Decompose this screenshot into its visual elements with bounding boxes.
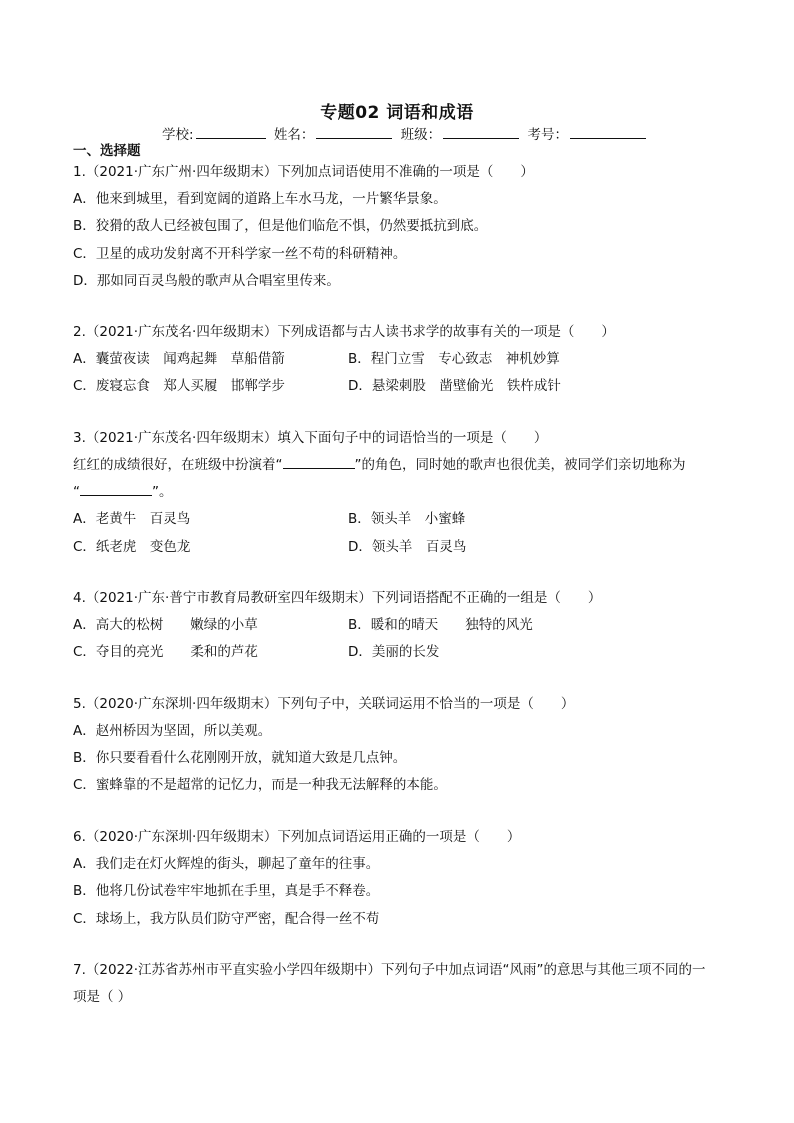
question-3-option-c: C．纸老虎 变色龙 [73, 539, 191, 555]
question-1-option-d: D．那如同百灵鸟般的歌声从合唱室里传来。 [73, 273, 340, 289]
class-label: 班级： [400, 127, 442, 143]
name-blank [316, 126, 392, 139]
question-3-option-b: B．领头羊 小蜜蜂 [348, 511, 466, 527]
question-3-option-a: A．老黄牛 百灵鸟 [73, 511, 191, 527]
question-5-option-a: A．赵州桥因为坚固，所以美观。 [73, 723, 272, 739]
class-blank [443, 126, 519, 139]
question-5-option-b: B．你只要看看什么花刚刚开放，就知道大致是几点钟。 [73, 750, 407, 766]
question-2-option-b: B．程门立雪 专心致志 神机妙算 [348, 351, 560, 367]
school-label: 学校: [162, 127, 194, 143]
question-1-option-a: A．他来到城里，看到宽阔的道路上车水马龙，一片繁华景象。 [73, 191, 447, 207]
question-6-stem: 6.（2020·广东深圳·四年级期末）下列加点词语运用正确的一项是（ ） [73, 829, 521, 845]
question-3-blank-2 [80, 483, 152, 496]
section-heading: 一、选择题 [73, 143, 141, 159]
question-4-option-a: A．高大的松树 嫩绿的小草 [73, 617, 258, 633]
question-1-option-c: C．卫星的成功发射离不开科学家一丝不苟的科研精神。 [73, 246, 407, 262]
question-1-option-b: B．狡猾的敌人已经被包围了，但是他们临危不惧，仍然要抵抗到底。 [73, 218, 488, 234]
question-7-stem-line1: 7.（2022·江苏省苏州市平直实验小学四年级期中）下列句子中加点词语“风雨”的意思与其他三项不同的一 [73, 962, 706, 978]
question-6-option-b: B．他将几份试卷牢牢地抓在手里，真是手不释卷。 [73, 883, 380, 899]
exam-no-label: 考号： [527, 127, 568, 143]
question-3-text-line2 [73, 480, 173, 500]
question-4-option-d: D．美丽的长发 [348, 644, 440, 660]
question-4-option-b: B．暖和的晴天 独特的风光 [348, 617, 533, 633]
question-3-blank-1 [283, 456, 355, 469]
question-4-option-c: C．夺目的亮光 柔和的芦花 [73, 644, 258, 660]
question-3-text-a: 红红的成绩很好，在班级中扮演着“ [73, 457, 283, 473]
question-2-option-a: A．囊萤夜读 闻鸡起舞 草船借箭 [73, 351, 285, 367]
page-title: 专题02 词语和成语 [320, 103, 474, 123]
question-2-stem: 2.（2021·广东茂名·四年级期末）下列成语都与古人读书求学的故事有关的一项是（ ） [73, 324, 615, 340]
question-5-option-c: C．蜜蜂靠的不是超常的记忆力，而是一种我无法解释的本能。 [73, 777, 447, 793]
question-3-text-line1 [73, 453, 686, 473]
question-2-option-c: C．废寝忘食 郑人买履 邯郸学步 [73, 378, 285, 394]
question-5-stem: 5.（2020·广东深圳·四年级期末）下列句子中，关联词运用不恰当的一项是（ ） [73, 696, 575, 712]
student-info-fields [162, 123, 650, 143]
question-2-option-d: D．悬梁刺股 凿壁偷光 铁杵成针 [348, 378, 561, 394]
question-1-stem: 1.（2021·广东广州·四年级期末）下列加点词语使用不准确的一项是（ ） [73, 164, 534, 180]
question-3-text-b: ”的角色，同时她的歌声也很优美，被同学们亲切地称为 [354, 457, 686, 473]
question-6-option-c: C．球场上，我方队员们防守严密，配合得一丝不苟 [73, 911, 380, 927]
question-3-text-c: “ [73, 484, 80, 500]
question-6-option-a: A．我们走在灯火辉煌的街头，聊起了童年的往事。 [73, 856, 380, 872]
name-label: 姓名： [273, 127, 315, 143]
question-3-option-d: D．领头羊 百灵鸟 [348, 539, 467, 555]
question-3-stem: 3.（2021·广东茂名·四年级期末）填入下面句子中的词语恰当的一项是（ ） [73, 430, 548, 446]
exam-no-blank [570, 126, 646, 139]
question-3-text-d: ”。 [152, 484, 173, 500]
question-4-stem: 4.（2021·广东·普宁市教育局教研室四年级期末）下列词语搭配不正确的一组是（ ） [73, 590, 602, 606]
question-7-stem-line2: 项是（ ） [73, 989, 132, 1005]
school-blank [196, 126, 266, 139]
